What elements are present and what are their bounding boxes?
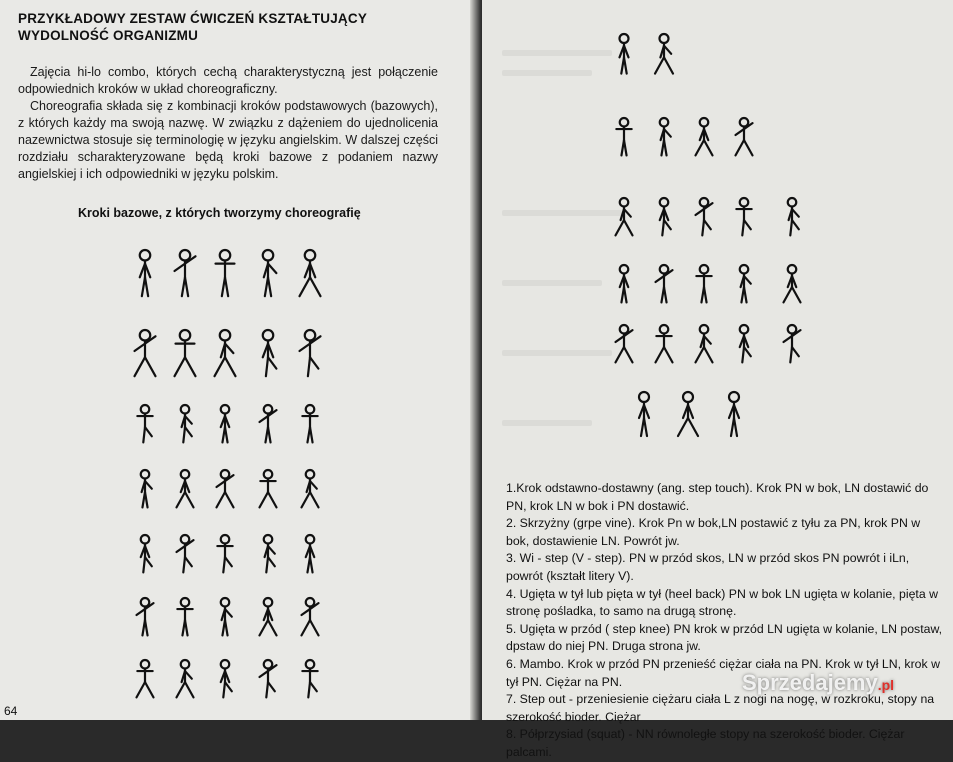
stick-figure (217, 470, 234, 507)
step-item: 3. Wi - step (V - step). PN w przód skos, LN w przód skos PN powrót i iLn, powrót (kształt litery V). (506, 551, 910, 583)
stick-figure (302, 598, 319, 635)
stick-figure (177, 535, 194, 572)
stick-figure (616, 118, 631, 155)
stick-figure (175, 250, 196, 296)
stick-figure (221, 660, 232, 697)
stick-figure (656, 325, 673, 362)
step-item: 5. Ugięta w przód ( step knee) PN krok w przód LN ugięta w kolanie, LN postaw, dpstaw do niej PN. Druga strona jw. (506, 621, 943, 654)
stick-figure (141, 470, 152, 507)
stick-figure (696, 265, 711, 302)
stick-figure (696, 325, 713, 362)
stick-figure (140, 250, 151, 296)
stick-figure (620, 34, 629, 74)
stick-figure (141, 535, 152, 572)
step-item: 6. Mambo. Krok w przód PN przenieść ciężar ciała na PN. Krok w tył LN, krok w tył PN. Ciężar na PN. (506, 656, 940, 689)
stick-figure (177, 598, 192, 635)
step-item: 7. Step out - przeniesienie ciężaru ciała L z nogi na nogę, w rozkroku, stopy na szerokość bioder. Ciężar (506, 692, 935, 724)
stick-figure (656, 265, 673, 302)
stick-figure (302, 405, 317, 442)
stick-figure (616, 198, 633, 235)
stick-figure (740, 325, 751, 362)
stick-figure (660, 198, 671, 235)
stick-figure (264, 535, 275, 572)
stick-figure (221, 598, 232, 635)
stick-figure (137, 598, 154, 635)
stick-figure (215, 330, 236, 376)
stick-figure (137, 405, 152, 442)
stick-figure (696, 118, 713, 155)
step-item: 1.Krok odstawno-dostawny (ang. step touch). Krok PN w bok, LN dostawić do PN, krok LN w bok i PN dostawić. (506, 481, 929, 513)
stick-figure (736, 198, 751, 235)
left-page (0, 0, 478, 720)
step-item: 4. Ugięta w tył lub pięta w tył (heel back) PN w bok LN ugięta w kolanie, pięta w stronę pośladka, to samo na drugą stronę. (506, 586, 938, 619)
steps-list (506, 480, 946, 762)
stick-figure (788, 198, 799, 235)
stick-figure (639, 392, 649, 436)
step-item: 2. Skrzyżny (grpe vine). Krok Pn w bok,LN postawić z tyłu za PN, krok PN w bok, dostawienie LN. Powrót jw. (506, 516, 921, 548)
stick-figure (135, 330, 156, 376)
page-number: 64 (4, 704, 18, 718)
section-heading: PRZYKŁADOWY ZESTAW ĆWICZEŃ KSZTAŁTUJĄCY WYDOLNOŚĆ ORGANIZMU (18, 11, 367, 43)
stick-figure (660, 118, 671, 155)
stick-figure (655, 34, 673, 74)
stick-figure (302, 660, 317, 697)
stick-figure (302, 470, 319, 507)
subheading: Kroki bazowe, z których tworzymy choreografię (78, 206, 361, 220)
stick-figure (216, 250, 235, 296)
stick-figure (260, 470, 277, 507)
stick-figure (177, 470, 194, 507)
stick-figure (260, 598, 277, 635)
stick-figure (678, 392, 698, 436)
watermark-text: Sprzedajemy (742, 670, 878, 695)
stick-figure (620, 265, 629, 302)
stick-figure (175, 330, 196, 376)
stick-figure (263, 250, 277, 296)
stick-figure (729, 392, 739, 436)
stick-figure (736, 118, 753, 155)
stick-figure (300, 250, 321, 296)
stick-figure-illustrations-left (0, 0, 478, 720)
stick-figure (300, 330, 321, 376)
stick-figure (263, 330, 277, 376)
watermark-logo (742, 670, 894, 696)
body-paragraph: Choreografia składa się z kombinacji kroków podstawowych (bazowych), z których każdy ma swoją nazwę. W związku z dążeniem do ujednolicenia nazewnictwa stosuje się terminologię w języku angielskim. W dalszej części rozdziału scharakteryzowane będą kroki bazowe z podaniem nazwy angielskiej i ich odpowiedniki w języku polskim. (18, 99, 438, 181)
stick-figure (306, 535, 315, 572)
stick-figure (137, 660, 154, 697)
stick-figure (784, 325, 801, 362)
stick-figure (260, 660, 277, 697)
stick-figure (260, 405, 277, 442)
stick-figure (221, 405, 230, 442)
stick-figure (696, 198, 713, 235)
stick-figure (177, 660, 194, 697)
intro-paragraph: Zajęcia hi-lo combo, których cechą charakterystyczną jest połączenie odpowiednich kroków w układ choreograficzny. (18, 65, 438, 96)
stick-figure (181, 405, 192, 442)
stick-figure (616, 325, 633, 362)
stick-figure (217, 535, 232, 572)
right-page (482, 0, 953, 759)
stick-figure (784, 265, 801, 302)
step-item: 8. Półprzysiad (squat) - NN równoległe stopy na szerokość bioder. Ciężar palcami. (506, 727, 905, 759)
stick-figure (740, 265, 751, 302)
watermark-suffix: .pl (877, 677, 895, 693)
